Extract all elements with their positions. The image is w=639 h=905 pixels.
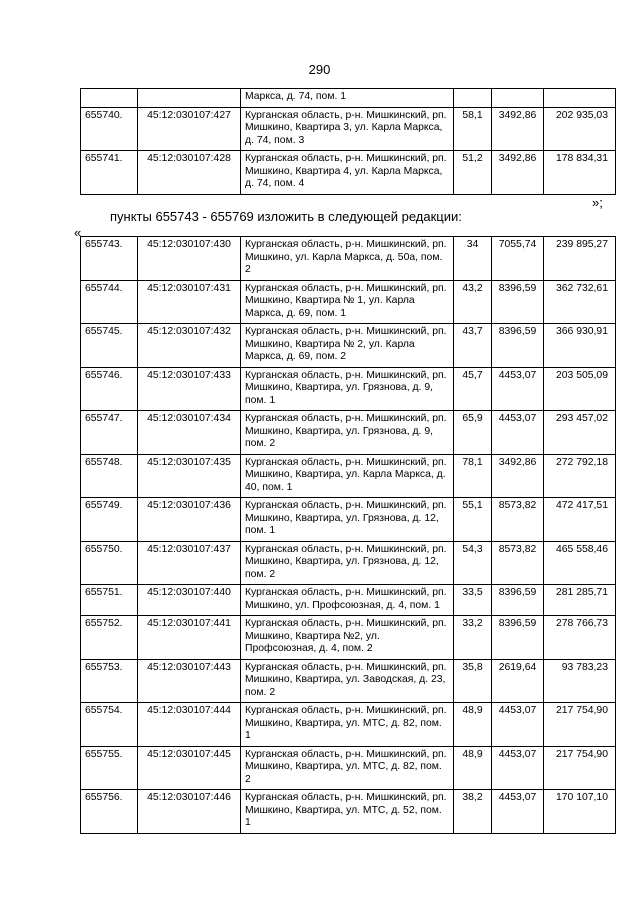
total-value-cell: 93 783,23 bbox=[544, 659, 616, 703]
address-cell: Курганская область, р-н. Мишкинский, рп. Мишкино, Квартира, ул. Карла Маркса, д. 40, пом. 1 bbox=[241, 454, 454, 498]
amendment-instruction: пункты 655743 - 655769 изложить в следующей редакции: bbox=[110, 209, 462, 224]
page-number: 290 bbox=[308, 62, 331, 77]
total-value-cell: 465 558,46 bbox=[544, 541, 616, 585]
cadastral-number-cell bbox=[138, 89, 241, 108]
unit-price-cell: 8573,82 bbox=[492, 498, 544, 542]
table-row bbox=[81, 790, 616, 834]
area-cell: 51,2 bbox=[454, 151, 492, 195]
row-number-cell: 655756. bbox=[81, 790, 138, 834]
total-value-cell: 272 792,18 bbox=[544, 454, 616, 498]
unit-price-cell: 4453,07 bbox=[492, 746, 544, 790]
unit-price-cell: 8396,59 bbox=[492, 616, 544, 660]
total-value-cell bbox=[544, 89, 616, 108]
unit-price-cell: 8396,59 bbox=[492, 585, 544, 616]
address-cell: Курганская область, р-н. Мишкинский, рп. Мишкино, Квартира 4, ул. Карла Маркса, д. 74, пом. 4 bbox=[241, 151, 454, 195]
unit-price-cell: 4453,07 bbox=[492, 703, 544, 747]
cadastral-number-cell: 45:12:030107:444 bbox=[138, 703, 241, 747]
cadastral-number-cell: 45:12:030107:437 bbox=[138, 541, 241, 585]
unit-price-cell: 4453,07 bbox=[492, 367, 544, 411]
row-number-cell: 655743. bbox=[81, 237, 138, 281]
table-row bbox=[81, 367, 616, 411]
row-number-cell: 655755. bbox=[81, 746, 138, 790]
total-value-cell: 293 457,02 bbox=[544, 411, 616, 455]
table-row bbox=[81, 89, 616, 108]
address-cell: Курганская область, р-н. Мишкинский, рп. Мишкино, Квартира № 1, ул. Карла Маркса, д. 69, пом. 1 bbox=[241, 280, 454, 324]
row-number-cell: 655748. bbox=[81, 454, 138, 498]
unit-price-cell: 8396,59 bbox=[492, 280, 544, 324]
opening-quote: « bbox=[74, 225, 82, 240]
total-value-cell: 203 505,09 bbox=[544, 367, 616, 411]
unit-price-cell: 3492,86 bbox=[492, 151, 544, 195]
table-row bbox=[81, 498, 616, 542]
area-cell: 43,7 bbox=[454, 324, 492, 368]
total-value-cell: 281 285,71 bbox=[544, 585, 616, 616]
total-value-cell: 472 417,51 bbox=[544, 498, 616, 542]
total-value-cell: 362 732,61 bbox=[544, 280, 616, 324]
address-cell: Курганская область, р-н. Мишкинский, рп. Мишкино, Квартира 3, ул. Карла Маркса, д. 74, пом. 3 bbox=[241, 107, 454, 151]
total-value-cell: 170 107,10 bbox=[544, 790, 616, 834]
address-cell: Курганская область, р-н. Мишкинский, рп. Мишкино, Квартира, ул. Грязнова, д. 12, пом. 2 bbox=[241, 541, 454, 585]
area-cell: 48,9 bbox=[454, 703, 492, 747]
cadastral-number-cell: 45:12:030107:434 bbox=[138, 411, 241, 455]
area-cell: 38,2 bbox=[454, 790, 492, 834]
address-cell: Курганская область, р-н. Мишкинский, рп. Мишкино, Квартира № 2, ул. Карла Маркса, д. 69, пом. 2 bbox=[241, 324, 454, 368]
unit-price-cell: 4453,07 bbox=[492, 411, 544, 455]
total-value-cell: 366 930,91 bbox=[544, 324, 616, 368]
cadastral-number-cell: 45:12:030107:440 bbox=[138, 585, 241, 616]
cadastral-number-cell: 45:12:030107:427 bbox=[138, 107, 241, 151]
address-cell: Курганская область, р-н. Мишкинский, рп. Мишкино, Квартира, ул. Заводская, д. 23, пом. 2 bbox=[241, 659, 454, 703]
address-cell: Марксa, д. 74, пом. 1 bbox=[241, 89, 454, 108]
unit-price-cell bbox=[492, 89, 544, 108]
cadastral-number-cell: 45:12:030107:432 bbox=[138, 324, 241, 368]
row-number-cell bbox=[81, 89, 138, 108]
area-cell: 48,9 bbox=[454, 746, 492, 790]
unit-price-cell: 4453,07 bbox=[492, 790, 544, 834]
row-number-cell: 655749. bbox=[81, 498, 138, 542]
table-row bbox=[81, 237, 616, 281]
unit-price-cell: 2619,64 bbox=[492, 659, 544, 703]
area-cell: 58,1 bbox=[454, 107, 492, 151]
area-cell: 54,3 bbox=[454, 541, 492, 585]
table-row bbox=[81, 746, 616, 790]
area-cell bbox=[454, 89, 492, 108]
row-number-cell: 655747. bbox=[81, 411, 138, 455]
total-value-cell: 217 754,90 bbox=[544, 703, 616, 747]
table-row bbox=[81, 411, 616, 455]
row-number-cell: 655741. bbox=[81, 151, 138, 195]
area-cell: 35,8 bbox=[454, 659, 492, 703]
unit-price-cell: 8396,59 bbox=[492, 324, 544, 368]
cadastral-number-cell: 45:12:030107:445 bbox=[138, 746, 241, 790]
table-row bbox=[81, 107, 616, 151]
table-row bbox=[81, 703, 616, 747]
address-cell: Курганская область, р-н. Мишкинский, рп. Мишкино, Квартира, ул. Грязнова, д. 12, пом. 1 bbox=[241, 498, 454, 542]
row-number-cell: 655750. bbox=[81, 541, 138, 585]
total-value-cell: 178 834,31 bbox=[544, 151, 616, 195]
address-cell: Курганская область, р-н. Мишкинский, рп. Мишкино, Квартира №2, ул. Профсоюзная, д. 4, пом. 2 bbox=[241, 616, 454, 660]
address-cell: Курганская область, р-н. Мишкинский, рп. Мишкино, Квартира, ул. МТС, д. 82, пом. 2 bbox=[241, 746, 454, 790]
table-row bbox=[81, 151, 616, 195]
cadastral-number-cell: 45:12:030107:443 bbox=[138, 659, 241, 703]
area-cell: 78,1 bbox=[454, 454, 492, 498]
row-number-cell: 655740. bbox=[81, 107, 138, 151]
table-row bbox=[81, 541, 616, 585]
property-table-amended bbox=[80, 236, 616, 834]
table-row bbox=[81, 616, 616, 660]
area-cell: 65,9 bbox=[454, 411, 492, 455]
row-number-cell: 655744. bbox=[81, 280, 138, 324]
unit-price-cell: 7055,74 bbox=[492, 237, 544, 281]
unit-price-cell: 3492,86 bbox=[492, 454, 544, 498]
cadastral-number-cell: 45:12:030107:433 bbox=[138, 367, 241, 411]
row-number-cell: 655752. bbox=[81, 616, 138, 660]
address-cell: Курганская область, р-н. Мишкинский, рп. Мишкино, Квартира, ул. Грязнова, д. 9, пом. 2 bbox=[241, 411, 454, 455]
row-number-cell: 655753. bbox=[81, 659, 138, 703]
total-value-cell: 217 754,90 bbox=[544, 746, 616, 790]
total-value-cell: 239 895,27 bbox=[544, 237, 616, 281]
address-cell: Курганская область, р-н. Мишкинский, рп. Мишкино, Квартира, ул. Грязнова, д. 9, пом. 1 bbox=[241, 367, 454, 411]
total-value-cell: 202 935,03 bbox=[544, 107, 616, 151]
table-row bbox=[81, 280, 616, 324]
table-row bbox=[81, 585, 616, 616]
area-cell: 43,2 bbox=[454, 280, 492, 324]
table-row bbox=[81, 324, 616, 368]
address-cell: Курганская область, р-н. Мишкинский, рп. Мишкино, ул. Карла Маркса, д. 50а, пом. 2 bbox=[241, 237, 454, 281]
area-cell: 33,5 bbox=[454, 585, 492, 616]
closing-quote: »; bbox=[592, 195, 603, 210]
address-cell: Курганская область, р-н. Мишкинский, рп. Мишкино, Квартира, ул. МТС, д. 52, пом. 1 bbox=[241, 790, 454, 834]
row-number-cell: 655746. bbox=[81, 367, 138, 411]
cadastral-number-cell: 45:12:030107:435 bbox=[138, 454, 241, 498]
area-cell: 45,7 bbox=[454, 367, 492, 411]
row-number-cell: 655754. bbox=[81, 703, 138, 747]
area-cell: 34 bbox=[454, 237, 492, 281]
unit-price-cell: 3492,86 bbox=[492, 107, 544, 151]
unit-price-cell: 8573,82 bbox=[492, 541, 544, 585]
cadastral-number-cell: 45:12:030107:431 bbox=[138, 280, 241, 324]
cadastral-number-cell: 45:12:030107:430 bbox=[138, 237, 241, 281]
cadastral-number-cell: 45:12:030107:446 bbox=[138, 790, 241, 834]
property-table-continuation bbox=[80, 88, 616, 195]
area-cell: 33,2 bbox=[454, 616, 492, 660]
cadastral-number-cell: 45:12:030107:436 bbox=[138, 498, 241, 542]
total-value-cell: 278 766,73 bbox=[544, 616, 616, 660]
address-cell: Курганская область, р-н. Мишкинский, рп. Мишкино, Квартира, ул. МТС, д. 82, пом. 1 bbox=[241, 703, 454, 747]
address-cell: Курганская область, р-н. Мишкинский, рп. Мишкино, ул. Профсоюзная, д. 4, пом. 1 bbox=[241, 585, 454, 616]
row-number-cell: 655745. bbox=[81, 324, 138, 368]
table-row bbox=[81, 454, 616, 498]
table-row bbox=[81, 659, 616, 703]
row-number-cell: 655751. bbox=[81, 585, 138, 616]
cadastral-number-cell: 45:12:030107:428 bbox=[138, 151, 241, 195]
cadastral-number-cell: 45:12:030107:441 bbox=[138, 616, 241, 660]
area-cell: 55,1 bbox=[454, 498, 492, 542]
